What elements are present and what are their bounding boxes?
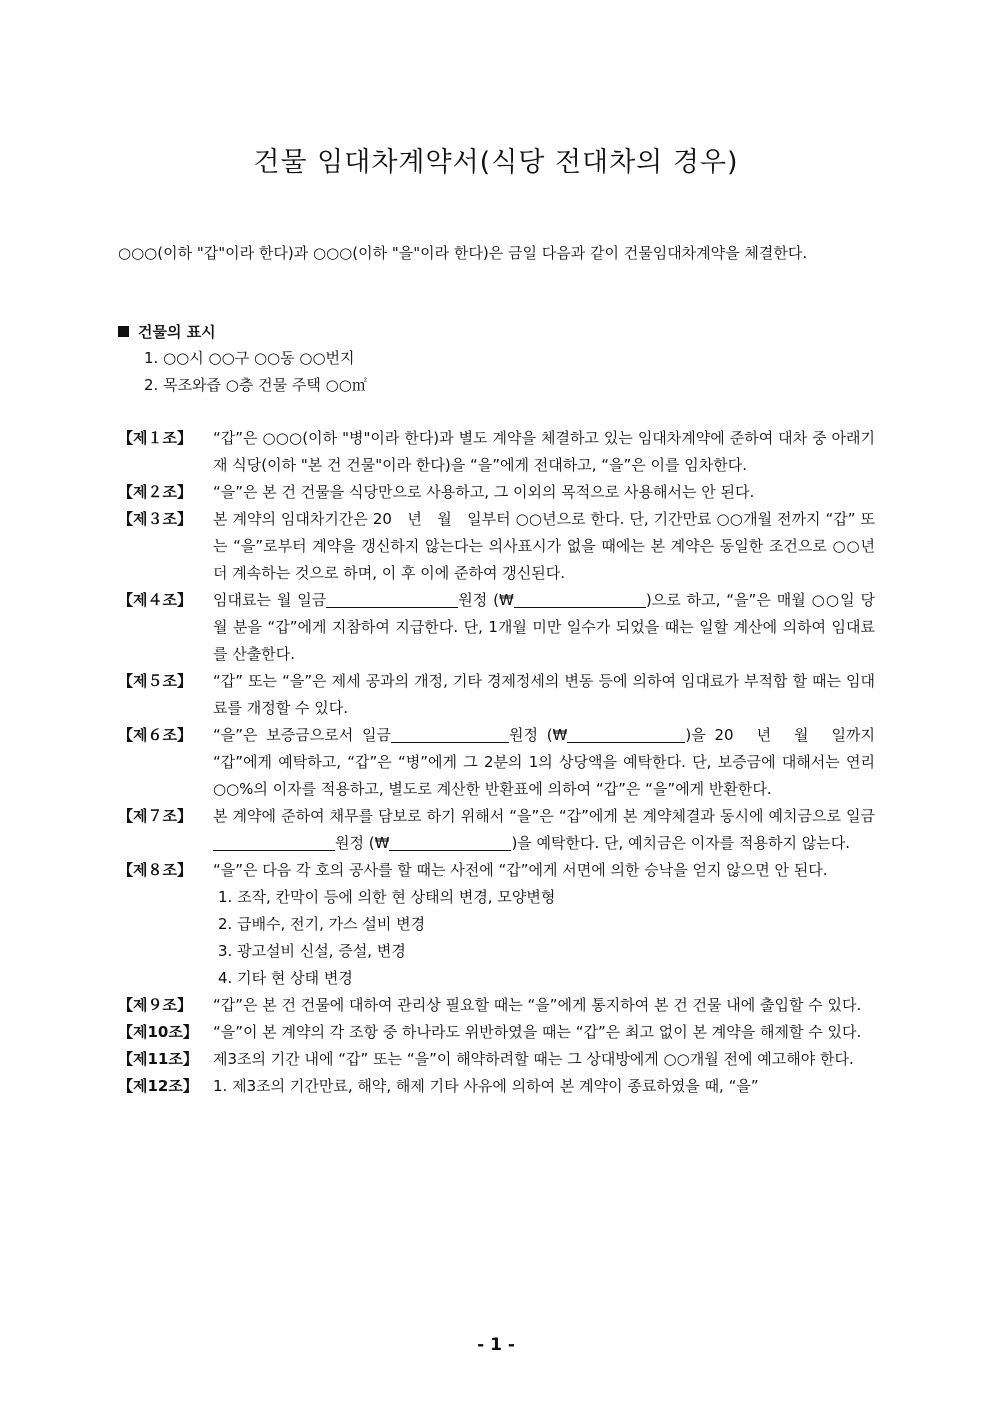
building-item: 1. ○○시 ○○구 ○○동 ○○번지 bbox=[144, 349, 355, 367]
article-7 bbox=[118, 803, 875, 857]
amount-blank[interactable] bbox=[213, 834, 335, 851]
article-8 bbox=[118, 857, 875, 992]
document-title: 건물 임대차계약서(식당 전대차의 경우) bbox=[253, 147, 739, 178]
article-11 bbox=[118, 1046, 875, 1073]
article-label: 【제９조】 bbox=[118, 996, 192, 1014]
article-label: 【제10조】 bbox=[118, 1023, 198, 1041]
article-label: 【제11조】 bbox=[118, 1050, 198, 1068]
article-text-part: 본 계약에 준하여 채무를 담보로 하기 위해서 “을”은 “갑”에게 본 계약체결과 동시에 예치금으로 일금 bbox=[213, 807, 875, 825]
article-4 bbox=[118, 587, 875, 668]
article-text-part: 원정 (₩ bbox=[458, 591, 514, 609]
list-item: 1. 조작, 칸막이 등에 의한 현 상태의 변경, 모양변형 bbox=[218, 888, 556, 906]
articles-list bbox=[118, 425, 875, 1100]
list-item: 4. 기타 현 상태 변경 bbox=[218, 969, 353, 987]
article-label: 【제６조】 bbox=[118, 726, 192, 744]
article-label: 【제12조】 bbox=[118, 1077, 198, 1095]
amount-blank[interactable] bbox=[389, 834, 511, 851]
article-text: “을”은 다음 각 호의 공사를 할 때는 사전에 “갑”에게 서면에 의한 승낙을 얻지 않으면 안 된다. bbox=[213, 861, 828, 879]
article-label: 【제４조】 bbox=[118, 591, 192, 609]
article-text: 1. 제3조의 기간만료, 해약, 해제 기타 사유에 의하여 본 계약이 종료하였을 때, “을” bbox=[213, 1077, 759, 1095]
list-item: 2. 급배수, 전기, 가스 설비 변경 bbox=[218, 915, 426, 933]
article-text-part: “을”은 보증금으로서 일금 bbox=[213, 726, 391, 744]
article-text-part: )으로 하고, “을”은 매월 ○○일 당월 분을 “갑”에게 지참하여 지급한다. 단, 1개월 미만 일수가 되었을 때는 일할 계산에 의하여 임대료를 산출한다. bbox=[213, 591, 876, 663]
article-10 bbox=[118, 1019, 875, 1046]
article-label: 【제５조】 bbox=[118, 672, 192, 690]
article-text: 본 계약의 임대차기간은 20 년 월 일부터 ○○년으로 한다. 단, 기간만료 ○○개월 전까지 “갑” 또는 “을”로부터 계약을 갱신하지 않는다는 의사표시가 없을 때에는 본 계약은 동일한 조건으로 ○○년 더 계속하는 것으로 하며, 이 후 이에 준하여 갱신된다. bbox=[213, 510, 875, 582]
article-text bbox=[213, 587, 875, 668]
article-text-part: )을 20 년 월 일까지 “갑”에게 예탁하고, “갑”은 “병”에게 그 2분의 1의 상당액을 예탁한다. 단, 보증금에 대해서는 연리 ○○%의 이자를 적용하고, 별도로 계산한 반환표에 의하여 “갑”은 “을”에게 반환한다. bbox=[213, 726, 875, 798]
article-label: 【제７조】 bbox=[118, 807, 192, 825]
article-text: “갑”은 ○○○(이하 "병"이라 한다)과 별도 계약을 체결하고 있는 임대차계약에 준하여 대차 중 아래기재 식당(이하 "본 건 건물"이라 한다)을 “을”에게 전대하고, “을”은 이를 임차한다. bbox=[213, 429, 875, 474]
intro-paragraph: ○○○(이하 "갑"이라 한다)과 ○○○(이하 "을"이라 한다)은 금일 다음과 같이 건물임대차계약을 체결한다. bbox=[118, 244, 808, 262]
building-list bbox=[144, 345, 367, 399]
article-text: “갑” 또는 “을”은 제세 공과의 개정, 기타 경제정세의 변동 등에 의하여 임대료가 부적합 할 때는 임대료를 개정할 수 있다. bbox=[213, 672, 875, 717]
article-sub-items bbox=[218, 884, 875, 992]
article-label: 【제１조】 bbox=[118, 429, 192, 447]
article-text-part: 원정 (₩ bbox=[508, 726, 568, 744]
article-text: “갑”은 본 건 건물에 대하여 관리상 필요할 때는 “을”에게 통지하여 본 건 건물 내에 출입할 수 있다. bbox=[213, 996, 862, 1014]
amount-blank[interactable] bbox=[326, 591, 458, 608]
article-9 bbox=[118, 992, 875, 1019]
amount-blank[interactable] bbox=[567, 726, 685, 743]
amount-blank[interactable] bbox=[391, 726, 509, 743]
article-5 bbox=[118, 668, 875, 722]
amount-blank[interactable] bbox=[514, 591, 646, 608]
building-heading-text: 건물의 표시 bbox=[138, 323, 216, 341]
article-text-part: )을 예탁한다. 단, 예치금은 이자를 적용하지 않는다. bbox=[511, 834, 851, 852]
building-section-heading bbox=[118, 319, 216, 346]
article-text: “을”은 본 건 건물을 식당만으로 사용하고, 그 이외의 목적으로 사용해서는 안 된다. bbox=[213, 483, 755, 501]
article-text: “을”이 본 계약의 각 조항 중 하나라도 위반하였을 때는 “갑”은 최고 없이 본 계약을 해제할 수 있다. bbox=[213, 1023, 862, 1041]
article-text: 제3조의 기간 내에 “갑” 또는 “을”이 해약하려할 때는 그 상대방에게 ○○개월 전에 예고해야 한다. bbox=[213, 1050, 854, 1068]
article-text-part: 임대료는 월 일금 bbox=[213, 591, 327, 609]
article-text bbox=[213, 722, 875, 803]
article-2 bbox=[118, 479, 875, 506]
article-12 bbox=[118, 1073, 875, 1100]
list-item: 3. 광고설비 신설, 증설, 변경 bbox=[218, 942, 406, 960]
article-text bbox=[213, 803, 875, 857]
article-label: 【제８조】 bbox=[118, 861, 192, 879]
article-text-part: 원정 (₩ bbox=[335, 834, 390, 852]
building-item: 2. 목조와즙 ○층 건물 주택 ○○㎡ bbox=[144, 376, 367, 394]
article-label: 【제３조】 bbox=[118, 510, 192, 528]
article-6 bbox=[118, 722, 875, 803]
article-1 bbox=[118, 425, 875, 479]
article-label: 【제２조】 bbox=[118, 483, 192, 501]
square-bullet-icon bbox=[118, 326, 129, 337]
page-number: - 1 - bbox=[477, 1335, 515, 1355]
article-3 bbox=[118, 506, 875, 587]
